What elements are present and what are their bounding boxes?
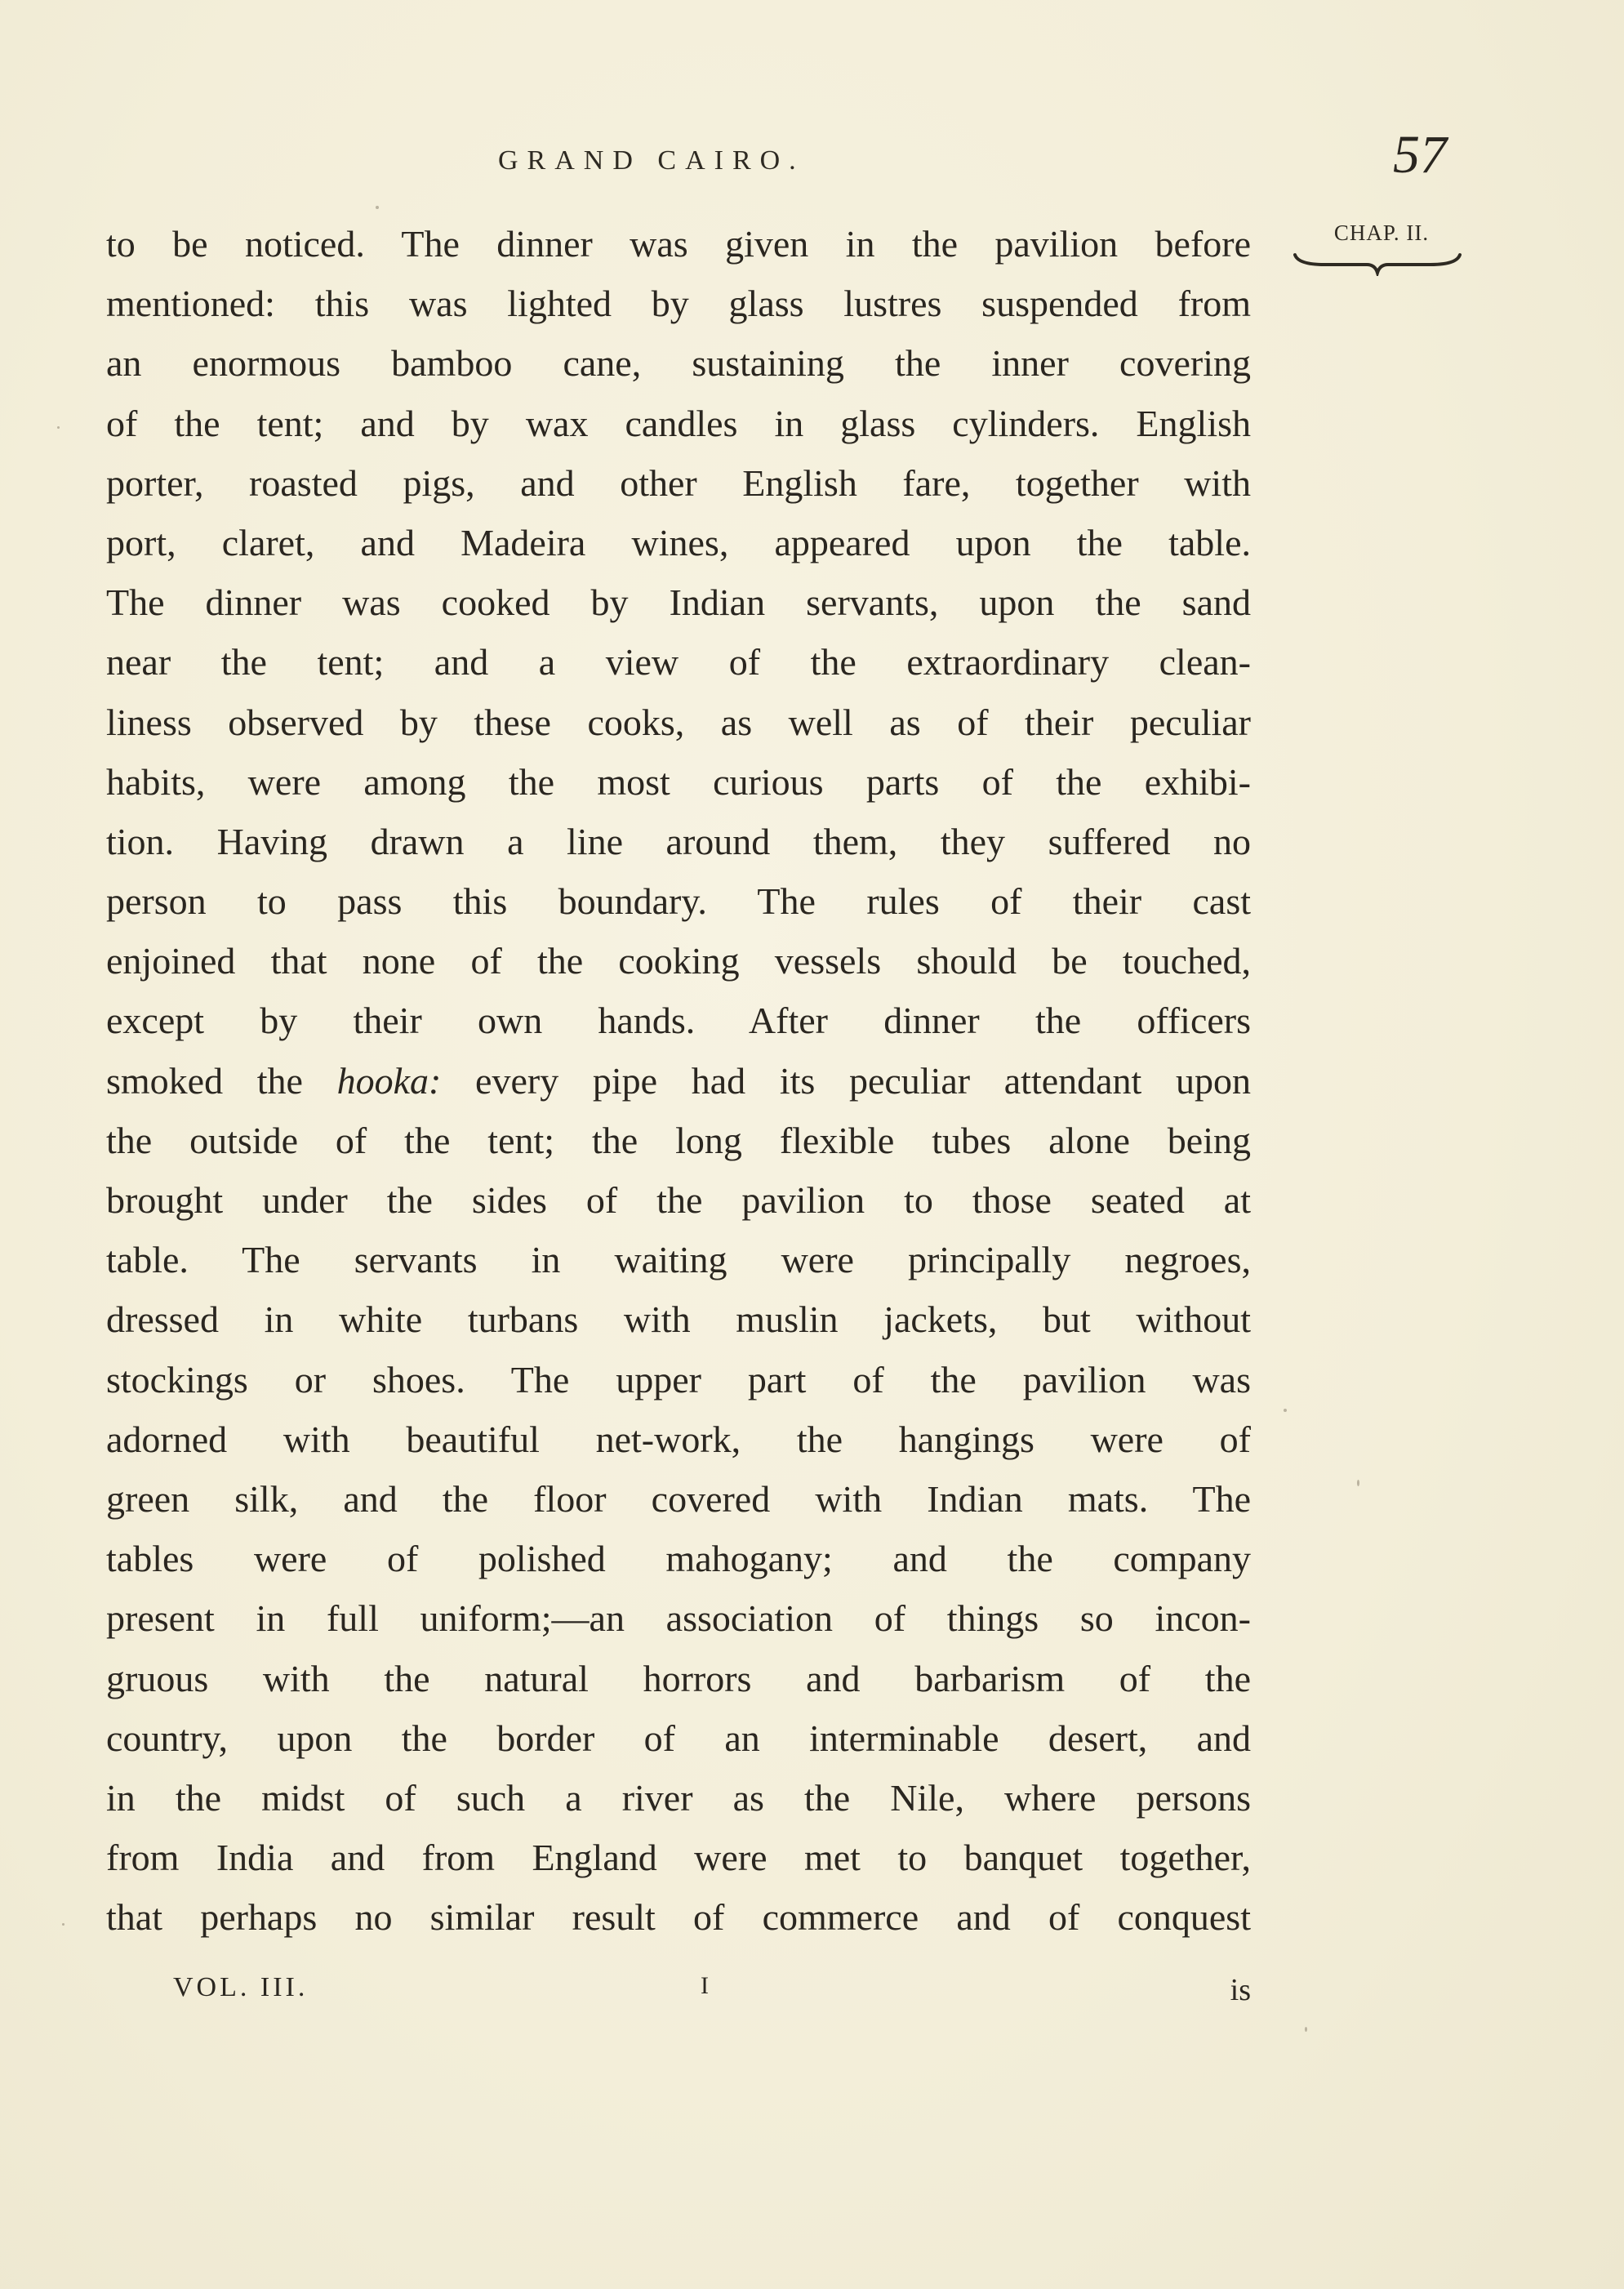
text-line: the outside of the tent; the long flexible tubes alone being [106, 1119, 1251, 1161]
text-line: present in full uniform;—an association of things so incon- [106, 1597, 1251, 1640]
text-line: an enormous bamboo cane, sustaining the inner covering [106, 342, 1251, 385]
page-number: 57 [1393, 125, 1447, 185]
text-line: green silk, and the floor covered with Indian mats. The [106, 1477, 1251, 1520]
brace-icon [1292, 252, 1463, 276]
catchword: is [1230, 1973, 1251, 2007]
italic-term: hooka: [336, 1059, 442, 1102]
text-line: to be noticed. The dinner was given in the pavilion before [106, 223, 1251, 265]
text-line: in the midst of such a river as the Nile, where persons [106, 1776, 1251, 1819]
text-line: tables were of polished mahogany; and the company [106, 1538, 1251, 1580]
paper-speck [376, 206, 379, 209]
text-line [106, 1051, 1251, 1111]
body-text [106, 214, 1251, 1947]
text-line: dressed in white turbans with muslin jackets, but without [106, 1298, 1251, 1341]
text-line: port, claret, and Madeira wines, appeared upon the table. [106, 521, 1251, 563]
text-line: tion. Having drawn a line around them, they suffered no [106, 820, 1251, 862]
text-segment: every pipe had its peculiar attendant upon [441, 1059, 1251, 1102]
signature-mark: I [701, 1972, 709, 1999]
text-line: porter, roasted pigs, and other English fare, together with [106, 461, 1251, 504]
text-line: The dinner was cooked by Indian servants, upon the sand [106, 581, 1251, 624]
text-line: person to pass this boundary. The rules of their cast [106, 880, 1251, 923]
text-segment: smoked the [106, 1059, 337, 1102]
page-footer [106, 1972, 1251, 2013]
paper-speck [62, 1923, 65, 1926]
text-line: brought under the sides of the pavilion to those seated at [106, 1179, 1251, 1221]
text-line: mentioned: this was lighted by glass lustres suspended from [106, 283, 1251, 325]
paper-speck [1284, 1409, 1287, 1412]
text-line: enjoined that none of the cooking vessels should be touched, [106, 940, 1251, 982]
text-line: of the tent; and by wax candles in glass cylinders. English [106, 402, 1251, 444]
paper-speck [57, 426, 60, 429]
text-line: near the tent; and a view of the extraordinary clean- [106, 641, 1251, 684]
paper-speck [1305, 2027, 1307, 2032]
text-line: liness observed by these cooks, as well as of their peculiar [106, 701, 1251, 743]
text-line: table. The servants in waiting were principally negroes, [106, 1239, 1251, 1281]
chapter-marginal-note: CHAP. II. [1333, 220, 1430, 245]
text-line: except by their own hands. After dinner the officers [106, 1000, 1251, 1042]
text-line: country, upon the border of an interminable desert, and [106, 1717, 1251, 1759]
text-line: that perhaps no similar result of commerce and of conquest [106, 1896, 1251, 1939]
volume-mark: VOL. III. [173, 1972, 309, 2002]
running-title: GRAND CAIRO. [498, 145, 805, 176]
text-line: adorned with beautiful net-work, the hangings were of [106, 1418, 1251, 1460]
text-line: gruous with the natural horrors and barbarism of the [106, 1657, 1251, 1699]
text-line: stockings or shoes. The upper part of the pavilion was [106, 1358, 1251, 1401]
text-line: from India and from England were met to banquet together, [106, 1837, 1251, 1879]
paper-speck [1357, 1480, 1359, 1486]
text-line: habits, were among the most curious parts of the exhibi- [106, 760, 1251, 803]
